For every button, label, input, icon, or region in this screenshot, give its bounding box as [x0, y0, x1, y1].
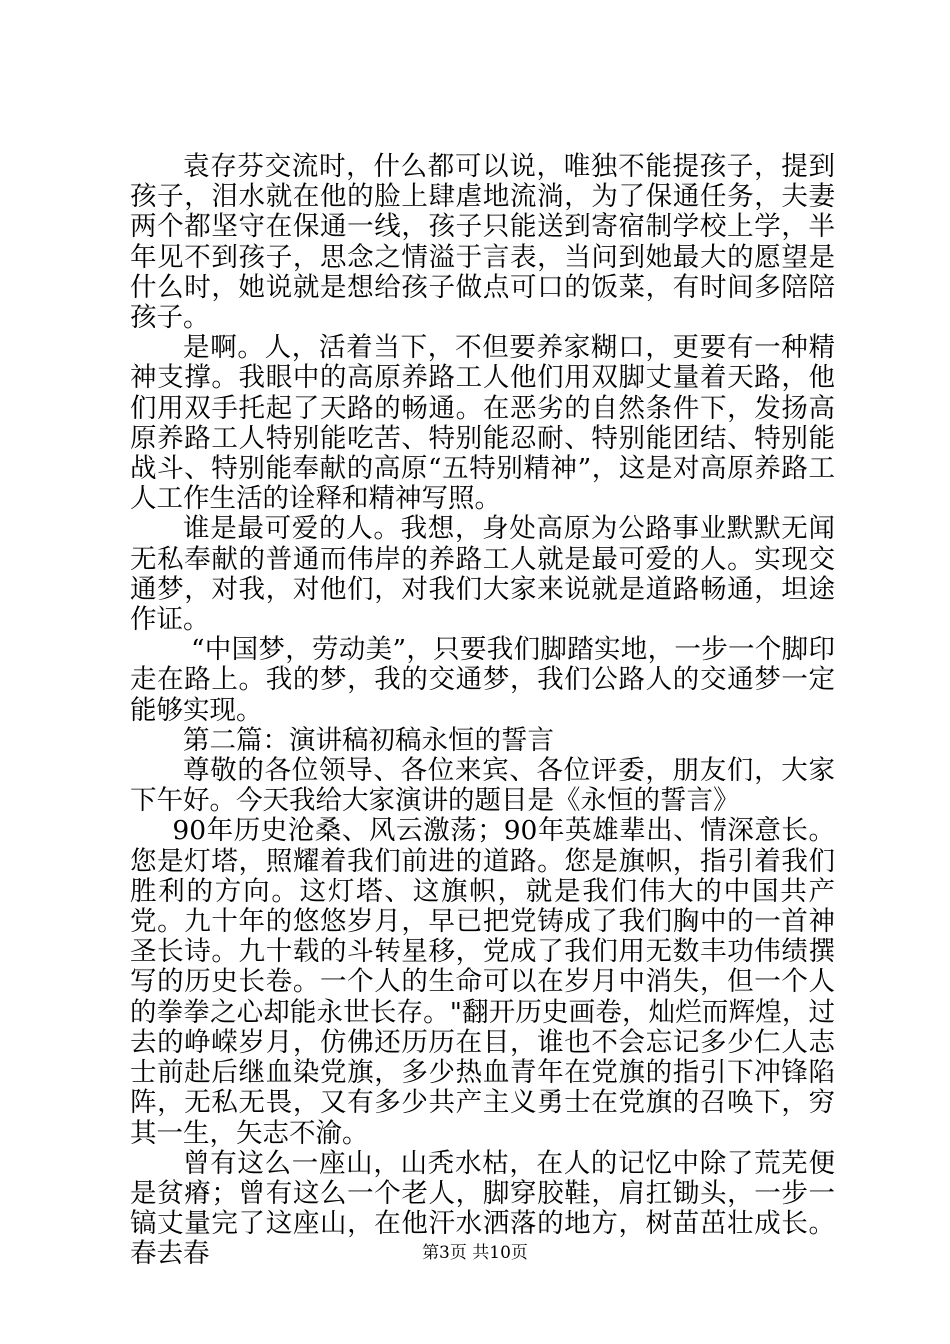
paragraph-mountain: 曾有这么一座山，山秃水枯，在人的记忆中除了荒芜便是贫瘠；曾有这么一个老人，脚穿胶鞋，肩扛锄头，一步一镐丈量完了这座山，在他汗水洒落的地方，树苗茁壮成长。春去春 [130, 1147, 835, 1270]
paragraph-loveliest-people: 谁是最可爱的人。我想，身处高原为公路事业默默无闻无私奉献的普通而伟岸的养路工人就是最可爱的人。实现交通梦，对我，对他们，对我们大家来说就是道路畅通，坦途作证。 [130, 513, 835, 636]
document-body [130, 152, 835, 1270]
paragraph-spirit: 是啊。人，活着当下，不但要养家糊口，更要有一种精神支撑。我眼中的高原养路工人他们用双脚丈量着天路，他们用双手托起了天路的畅通。在恶劣的自然条件下，发扬高原养路工人特别能吃苦、特别能忍耐、特别能团结、特别能战斗、特别能奉献的高原“五特别精神”，这是对高原养路工人工作生活的诠释和精神写照。 [130, 332, 835, 515]
paragraph-china-dream: “中国梦，劳动美”，只要我们脚踏实地，一步一个脚印走在路上。我的梦，我的交通梦，我们公路人的交通梦一定能够实现。 [130, 634, 835, 726]
paragraph-ninety-years: 90年历史沧桑、风云激荡；90年英雄辈出、情深意长。您是灯塔，照耀着我们前进的道路。您是旗帜，指引着我们胜利的方向。这灯塔、这旗帜，就是我们伟大的中国共产党。九十年的悠悠岁月，早已把党铸成了我们胸中的一首神圣长诗。九十载的斗转星移，党成了我们用无数丰功伟绩撰写的历史长卷。一个人的生命可以在岁月中消失，但一个人的拳拳之心却能永世长存。"翻开历史画卷，灿烂而辉煌，过去的峥嵘岁月，仿佛还历历在目，谁也不会忘记多少仁人志士前赴后继血染党旗，多少热血青年在党旗的指引下冲锋陷阵，无私无畏，又有多少共产主义勇士在党旗的召唤下，穷其一生，矢志不渝。 [130, 815, 835, 1149]
paragraph-greeting: 尊敬的各位领导、各位来宾、各位评委，朋友们，大家下午好。今天我给大家演讲的题目是《永恒的誓言》 [130, 755, 835, 817]
section-heading: 第二篇：演讲稿初稿永恒的誓言 [183, 724, 554, 756]
paragraph-child-story: 袁存芬交流时，什么都可以说，唯独不能提孩子，提到孩子，泪水就在他的脸上肆虐地流淌，为了保通任务，夫妻两个都坚守在保通一线，孩子只能送到寄宿制学校上学，半年见不到孩子，思念之情溢于言表，当问到她最大的愿望是什么时，她说就是想给孩子做点可口的饭菜，有时间多陪陪孩子。 [130, 151, 835, 334]
page-number-footer: 第3页 共10页 [422, 1243, 528, 1263]
